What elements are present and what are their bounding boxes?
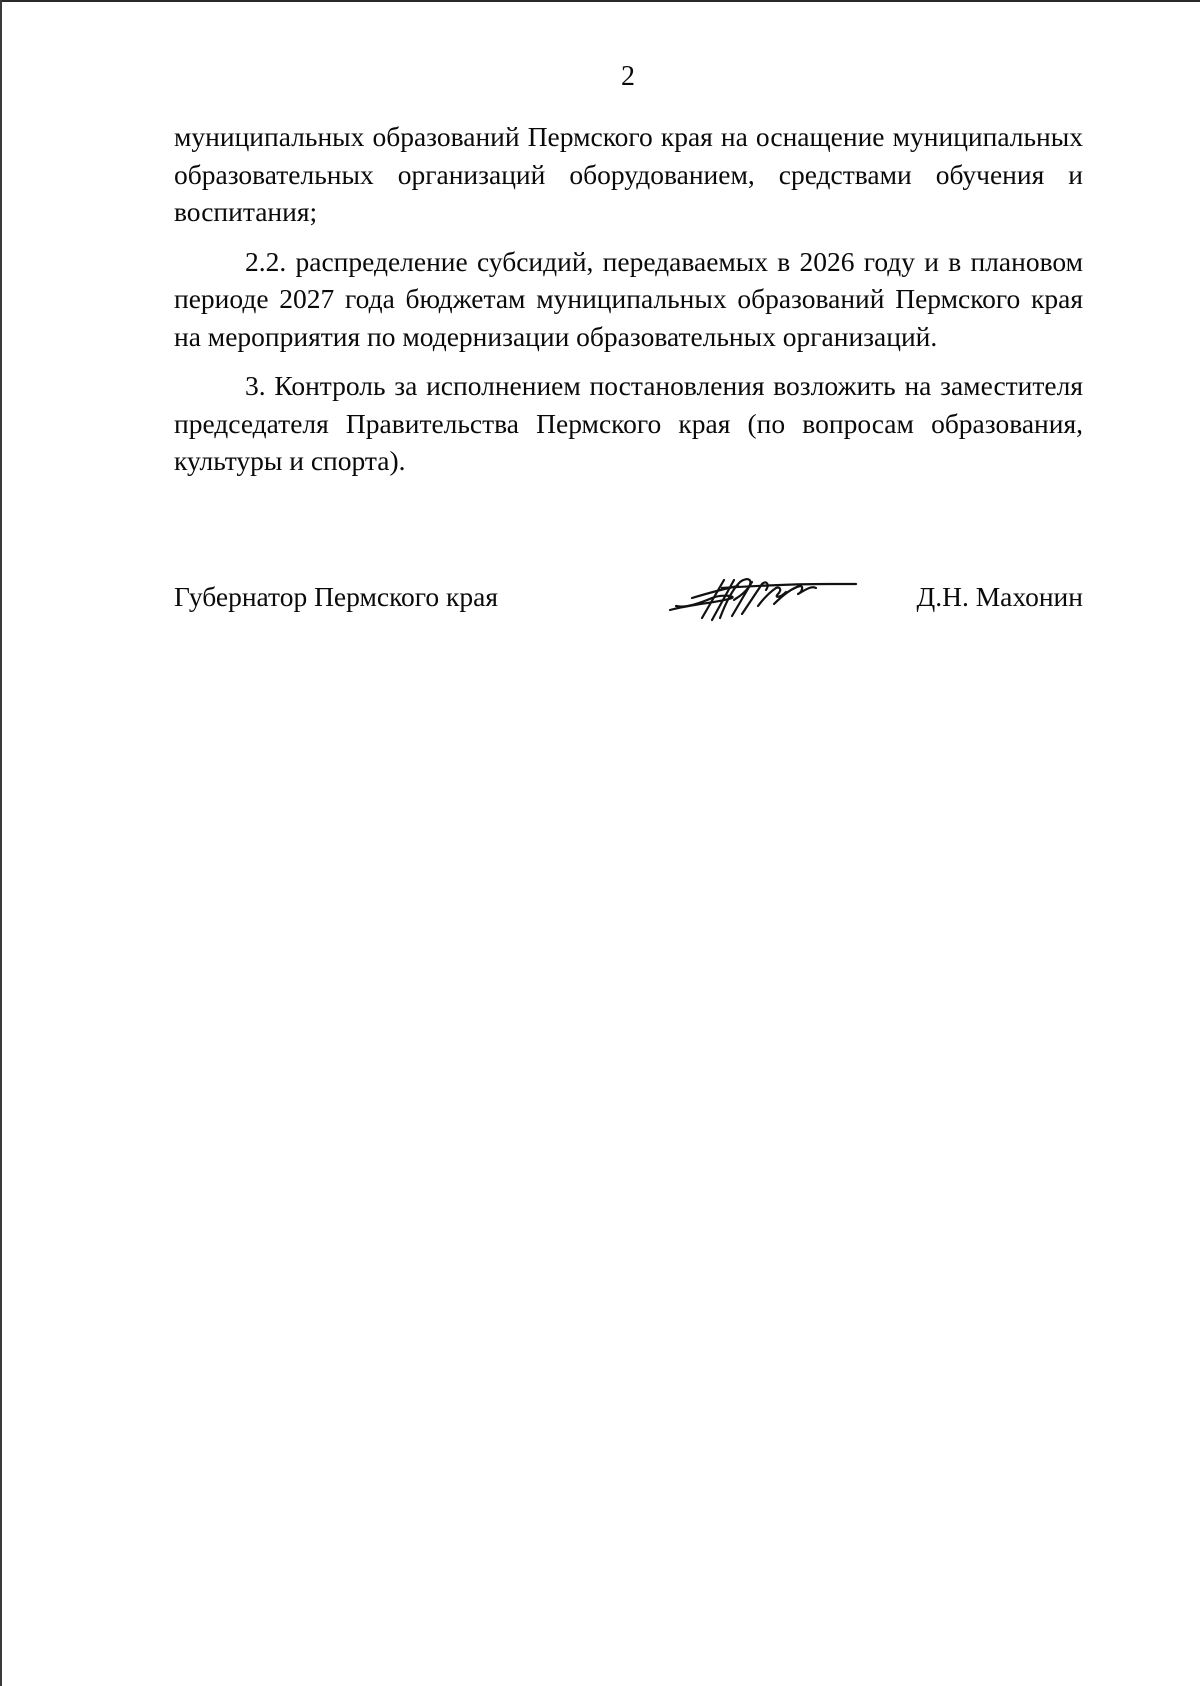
paragraph-item-3: 3. Контроль за исполнением постановления возложить на заместителя председателя Правительства Пермского края (по вопросам образования, культуры и спорта). — [174, 370, 1083, 476]
handwritten-signature — [662, 558, 862, 630]
signatory-name: Д.Н. Махонин — [916, 581, 1083, 612]
page-number: 2 — [621, 61, 635, 92]
signature-block — [174, 578, 1083, 638]
paragraph-item-2-2: 2.2. распределение субсидий, передаваемых в 2026 году и в плановом периоде 2027 года бюджетам муниципальных образований Пермского края на мероприятия по модернизации образовательных организаций. — [174, 245, 1083, 352]
document-body — [174, 118, 1083, 480]
signatory-position: Губернатор Пермского края — [174, 581, 498, 612]
scan-edge-left — [0, 0, 2, 1686]
scan-edge-top — [0, 0, 1200, 2]
paragraph-continuation: муниципальных образований Пермского края на оснащение муниципальных образовательных организаций оборудованием, средствами обучения и воспитания; — [174, 121, 1083, 227]
